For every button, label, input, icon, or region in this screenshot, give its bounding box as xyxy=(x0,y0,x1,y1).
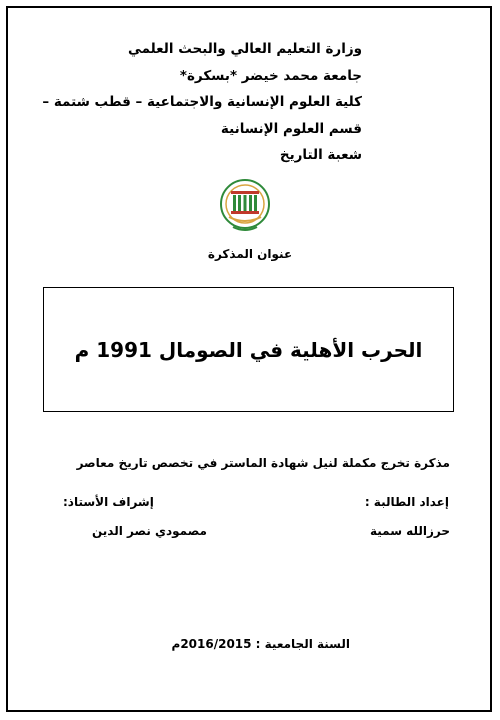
prepared-by-label: إعداد الطالبة : xyxy=(364,495,449,509)
faculty-line: كلية العلوم الإنسانية والاجتماعية – قطب شتمة – xyxy=(42,94,362,110)
supervisor-label: إشراف الأستاذ: xyxy=(63,495,154,509)
branch-line: شعبة التاريخ xyxy=(279,147,362,163)
university-line: جامعة محمد خيضر *بسكرة* xyxy=(179,67,362,84)
memo-title-label: عنوان المذكرة xyxy=(207,247,293,261)
title-box xyxy=(43,287,454,412)
ministry-line: وزارة التعليم العالي والبحث العلمي xyxy=(127,41,362,57)
institution-header xyxy=(42,36,362,169)
thesis-description: مذكرة تخرج مكملة لنيل شهادة الماستر في تخصص تاريخ معاصر xyxy=(76,456,450,470)
supervisor-name: مصمودي نصر الدين xyxy=(92,524,207,538)
academic-year: السنة الجامعية : 2016/2015م xyxy=(171,637,350,651)
thesis-title: الحرب الأهلية في الصومال 1991 م xyxy=(74,337,423,362)
university-logo-icon xyxy=(219,177,271,237)
department-line: قسم العلوم الإنسانية xyxy=(220,120,362,137)
student-name: حرزالله سمية xyxy=(369,524,450,538)
